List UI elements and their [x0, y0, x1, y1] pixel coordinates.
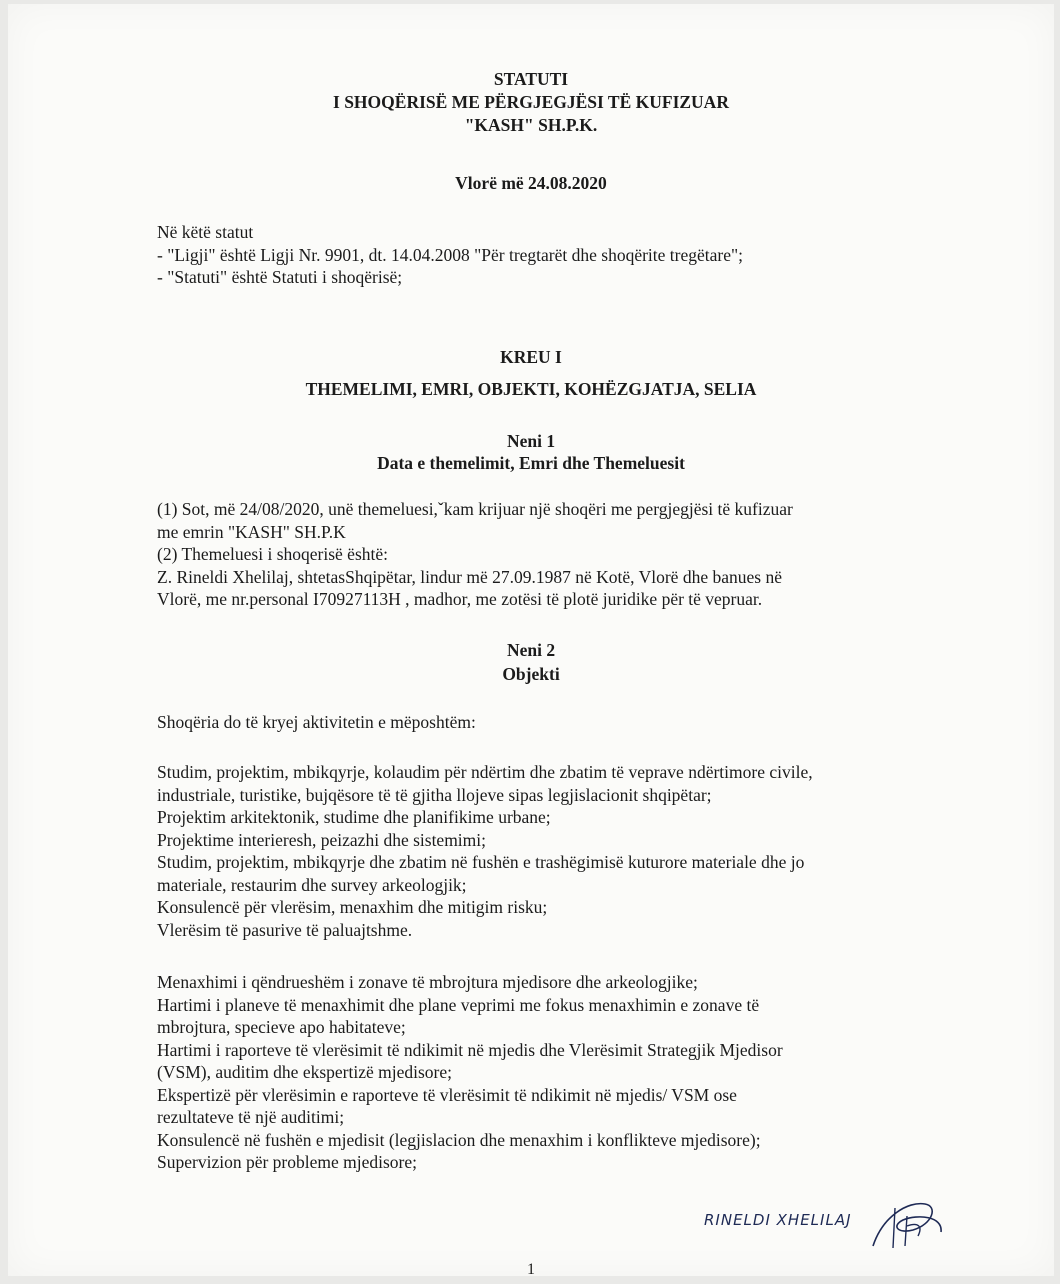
document-content	[8, 4, 1054, 1276]
activity-line: Supervizion për probleme mjedisore;	[157, 1152, 417, 1172]
article-1-paragraph-line: (2) Themeluesi i shoqerisë është:	[157, 544, 389, 564]
document-date: Vlorë më 24.08.2020	[455, 173, 607, 193]
activity-line: rezultateve të një auditimi;	[157, 1107, 345, 1127]
activity-line: Vlerësim të pasurive të paluajtshme.	[157, 919, 413, 940]
activity-line: Hartimi i planeve të menaxhimit dhe plane veprimi me fokus menaxhimin e zonave të	[157, 994, 760, 1015]
definitions-block	[157, 221, 917, 289]
signature-mark-icon	[863, 1196, 953, 1256]
activity-line: Konsulencë për vlerësim, menaxhim dhe mitigim risku;	[157, 897, 548, 917]
chapter-title: THEMELIMI, EMRI, OBJEKTI, KOHËZGJATJA, SELIA	[305, 379, 757, 399]
definition-statute: - "Statuti" është Statuti i shoqërisë;	[157, 267, 403, 287]
page-number: 1	[527, 1261, 535, 1276]
activity-list-2	[157, 971, 917, 1174]
document-title: STATUTI	[493, 69, 569, 89]
article-1-number: Neni 1	[506, 431, 556, 451]
chapter-number: KREU I	[500, 347, 562, 367]
definitions-lead: Në këtë statut	[157, 222, 254, 242]
document-page	[8, 4, 1054, 1276]
definition-law: - "Ligji" është Ligji Nr. 9901, dt. 14.04.2008 "Për tregtarët dhe shoqërite tregëtare";	[157, 244, 743, 265]
article-1-paragraph-line: (1) Sot, më 24/08/2020, unë themeluesi,ˇkam krijuar një shoqëri me pergjegjësi të kufizuar	[157, 499, 793, 519]
article-2-number: Neni 2	[506, 640, 556, 660]
activity-line: materiale, restaurim dhe survey arkeologjik;	[157, 874, 467, 895]
article-2-lead: Shoqëria do të kryej aktivitetin e mëposhtëm:	[157, 712, 476, 732]
activity-line: Projektime interieresh, peizazhi dhe sistemimi;	[157, 829, 487, 850]
activity-line: Studim, projektim, mbikqyrje, kolaudim për ndërtim dhe zbatim të veprave ndërtimore civile,	[157, 762, 813, 782]
document-title-block	[8, 68, 1054, 137]
activity-line: mbrojtura, specieve apo habitateve;	[157, 1017, 406, 1037]
activity-line: Konsulencë në fushën e mjedisit (legjislacion dhe menaxhim i konflikteve mjedisore);	[157, 1129, 761, 1150]
activity-line: Ekspertizë për vlerësimin e raporteve të vlerësimit të ndikimit në mjedis/ VSM ose	[157, 1084, 737, 1105]
activity-list-1	[157, 761, 917, 941]
article-1-paragraph-line: me emrin "KASH" SH.P.K	[157, 521, 346, 542]
article-1-body	[157, 498, 917, 611]
activity-line: Projektim arkitektonik, studime dhe planifikime urbane;	[157, 807, 551, 827]
article-1-title: Data e themelimit, Emri dhe Themeluesit	[377, 453, 685, 473]
article-1-paragraph-line: Vlorë, me nr.personal I70927113H , madhor, me zotësi të plotë juridike për të vepruar.	[157, 589, 763, 609]
signature-name: RINELDI XHELILAJ	[704, 1211, 852, 1229]
article-2-title: Objekti	[502, 664, 560, 684]
activity-line: (VSM), auditim dhe ekspertizë mjedisore;	[157, 1062, 452, 1082]
article-1-paragraph-line: Z. Rineldi Xhelilaj, shtetasShqipëtar, lindur më 27.09.1987 në Kotë, Vlorë dhe banues në	[157, 566, 782, 587]
company-name: "KASH" SH.P.K.	[464, 115, 598, 135]
activity-line: industriale, turistike, bujqësore të të gjitha llojeve sipas legjislacionit shqipëtar;	[157, 784, 712, 805]
activity-line: Hartimi i raporteve të vlerësimit të ndikimit në mjedis dhe Vlerësimit Strategjik Mjedisor	[157, 1039, 783, 1060]
activity-line: Menaxhimi i qëndrueshëm i zonave të mbrojtura mjedisore dhe arkeologjike;	[157, 972, 698, 992]
document-subtitle: I SHOQËRISË ME PËRGJEGJËSI TË KUFIZUAR	[333, 92, 729, 112]
activity-line: Studim, projektim, mbikqyrje dhe zbatim në fushën e trashëgimisë kuturore materiale dhe jo	[157, 852, 805, 872]
